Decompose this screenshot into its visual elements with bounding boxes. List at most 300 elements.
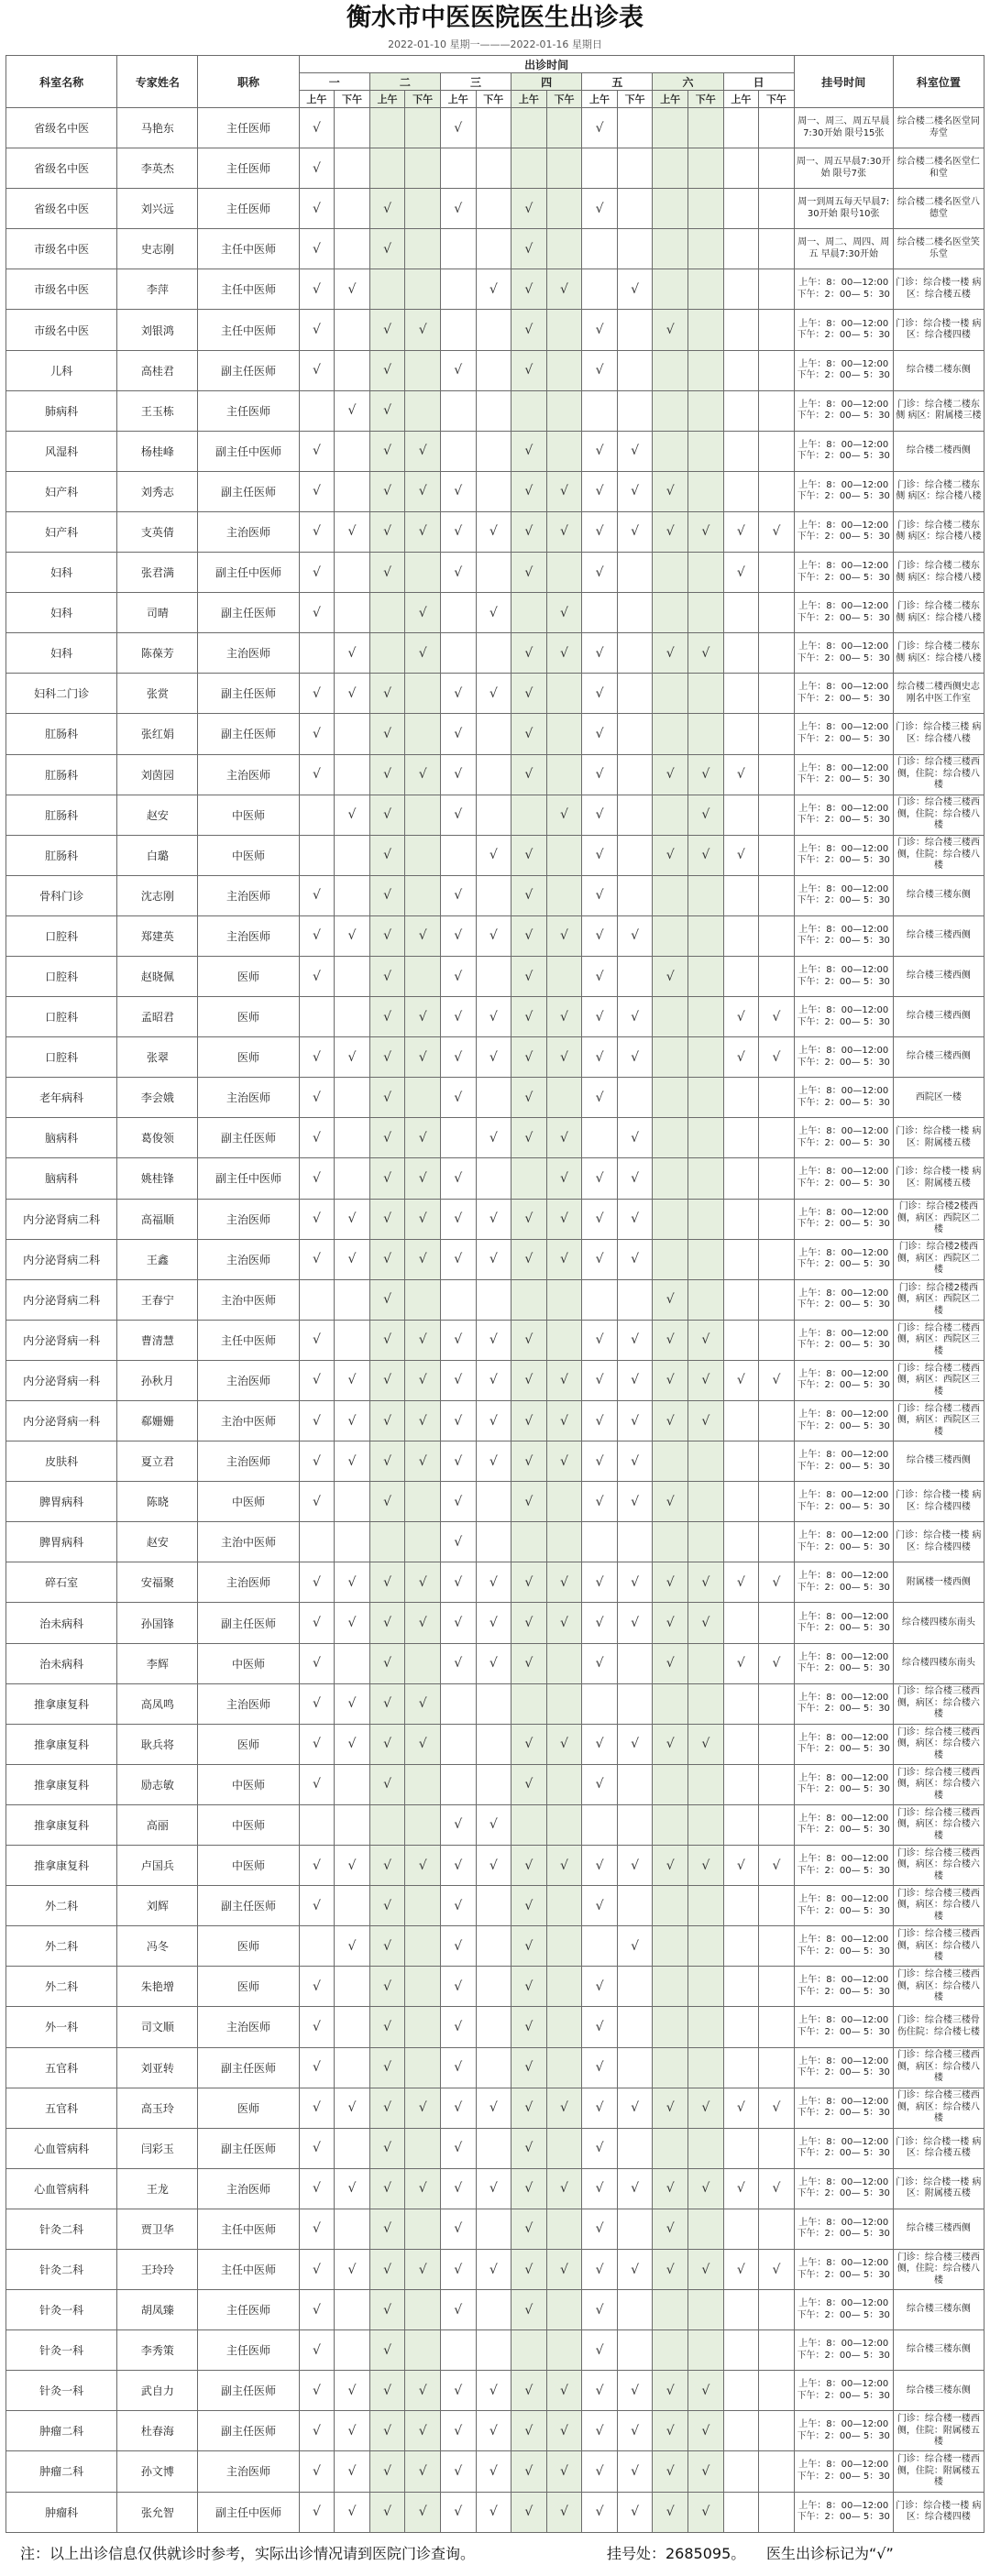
- title-cell: 主任中医师: [198, 2249, 299, 2289]
- slot-cell: √: [369, 1199, 405, 1239]
- reg-time-cell: 上午：8：00—12:00 下午：2：00— 5：30: [794, 1522, 893, 1562]
- title-cell: 主任医师: [198, 108, 299, 148]
- reg-time-cell: 上午：8：00—12:00 下午：2：00— 5：30: [794, 1846, 893, 1886]
- slot-cell: [688, 674, 723, 714]
- title-cell: 医师: [198, 2088, 299, 2128]
- slot-cell: √: [512, 2371, 547, 2411]
- slot-cell: √: [405, 1158, 441, 1199]
- slot-cell: √: [335, 1239, 370, 1279]
- reg-time-cell: 上午：8：00—12:00 下午：2：00— 5：30: [794, 2007, 893, 2047]
- slot-cell: √: [369, 431, 405, 471]
- slot-cell: [688, 1239, 723, 1279]
- table-row: [6, 390, 984, 431]
- slot-cell: [369, 148, 405, 189]
- slot-cell: √: [512, 997, 547, 1037]
- slot-cell: [335, 2007, 370, 2047]
- slot-cell: [723, 1522, 759, 1562]
- dept-cell: 老年病科: [6, 1078, 117, 1118]
- doctor-cell: 陈葆芳: [117, 633, 198, 674]
- slot-cell: [723, 2047, 759, 2088]
- slot-cell: [335, 1078, 370, 1118]
- slot-cell: √: [476, 2168, 512, 2209]
- slot-cell: [335, 1482, 370, 1522]
- slot-cell: [617, 229, 653, 269]
- slot-cell: [440, 148, 476, 189]
- slot-cell: √: [617, 1158, 653, 1199]
- slot-cell: [476, 1764, 512, 1804]
- slot-cell: [335, 875, 370, 915]
- slot-cell: [653, 2330, 688, 2371]
- reg-time-cell: 上午：8：00—12:00 下午：2：00— 5：30: [794, 350, 893, 390]
- dept-cell: 脑病科: [6, 1158, 117, 1199]
- slot-cell: [688, 1118, 723, 1158]
- slot-cell: √: [335, 2411, 370, 2451]
- slot-cell: √: [369, 2209, 405, 2249]
- slot-cell: √: [369, 1239, 405, 1279]
- slot-cell: [617, 1967, 653, 2007]
- location-cell: 门诊：综合楼2楼西侧，病区：西院区二楼: [893, 1279, 984, 1320]
- slot-cell: √: [759, 511, 795, 552]
- table-row: [6, 2330, 984, 2371]
- slot-cell: [335, 108, 370, 148]
- slot-cell: [546, 1643, 582, 1683]
- slot-cell: [688, 1683, 723, 1724]
- slot-cell: √: [335, 915, 370, 956]
- reg-time-cell: 上午：8：00—12:00 下午：2：00— 5：30: [794, 1562, 893, 1603]
- slot-cell: [688, 1926, 723, 1967]
- doctor-cell: 张赏: [117, 674, 198, 714]
- slot-cell: √: [512, 1846, 547, 1886]
- table-row: [6, 1441, 984, 1482]
- slot-cell: √: [405, 511, 441, 552]
- slot-cell: [759, 1320, 795, 1360]
- title-cell: 副主任医师: [198, 1603, 299, 1643]
- table-row: [6, 956, 984, 996]
- reg-time-cell: 上午：8：00—12:00 下午：2：00— 5：30: [794, 1683, 893, 1724]
- slot-cell: √: [440, 2411, 476, 2451]
- slot-cell: [759, 795, 795, 835]
- dept-cell: 市级名中医: [6, 310, 117, 350]
- slot-cell: [546, 148, 582, 189]
- slot-cell: √: [723, 553, 759, 593]
- slot-cell: √: [369, 1401, 405, 1441]
- slot-cell: [546, 189, 582, 229]
- slot-cell: √: [335, 2168, 370, 2209]
- page-title: 衡水市中医医院医生出诊表: [346, 4, 644, 32]
- location-cell: 门诊：综合楼三楼西侧，病区：综合楼六楼: [893, 1764, 984, 1804]
- slot-cell: √: [582, 553, 618, 593]
- location-cell: 门诊：综合楼三楼西侧，住院：综合楼八楼: [893, 795, 984, 835]
- slot-cell: √: [582, 795, 618, 835]
- slot-cell: [723, 1199, 759, 1239]
- slot-cell: [688, 390, 723, 431]
- table-row: [6, 2007, 984, 2047]
- slot-cell: √: [617, 2492, 653, 2532]
- reg-time-cell: 上午：8：00—12:00 下午：2：00— 5：30: [794, 431, 893, 471]
- slot-cell: [723, 431, 759, 471]
- slot-cell: [369, 1522, 405, 1562]
- slot-cell: [405, 1643, 441, 1683]
- slot-cell: √: [440, 1886, 476, 1926]
- slot-cell: [759, 593, 795, 633]
- slot-cell: √: [582, 1886, 618, 1926]
- slot-cell: [476, 714, 512, 754]
- slot-cell: [653, 915, 688, 956]
- slot-cell: [617, 1683, 653, 1724]
- doctor-cell: 马艳东: [117, 108, 198, 148]
- slot-cell: √: [440, 2128, 476, 2168]
- slot-cell: √: [653, 2088, 688, 2128]
- dept-cell: 口腔科: [6, 1037, 117, 1078]
- doctor-cell: 张翠: [117, 1037, 198, 1078]
- slot-cell: √: [512, 835, 547, 875]
- slot-cell: √: [369, 2371, 405, 2411]
- pm-header: 下午: [617, 91, 653, 108]
- slot-cell: [723, 390, 759, 431]
- slot-cell: [759, 1522, 795, 1562]
- slot-cell: √: [369, 795, 405, 835]
- doctor-cell: 王玉栋: [117, 390, 198, 431]
- slot-cell: √: [335, 1926, 370, 1967]
- slot-cell: [369, 633, 405, 674]
- table-row: [6, 2128, 984, 2168]
- slot-cell: [759, 350, 795, 390]
- slot-cell: √: [617, 915, 653, 956]
- slot-cell: [759, 714, 795, 754]
- slot-cell: [688, 915, 723, 956]
- dept-cell: 市级名中医: [6, 229, 117, 269]
- table-row: [6, 1037, 984, 1078]
- slot-cell: [546, 1320, 582, 1360]
- slot-cell: [546, 1926, 582, 1967]
- reg-time-cell: 上午：8：00—12:00 下午：2：00— 5：30: [794, 1967, 893, 2007]
- slot-cell: [653, 875, 688, 915]
- slot-cell: [688, 310, 723, 350]
- slot-cell: [369, 593, 405, 633]
- slot-cell: [299, 997, 335, 1037]
- slot-cell: √: [688, 2492, 723, 2532]
- slot-cell: √: [335, 1037, 370, 1078]
- title-cell: 医师: [198, 1926, 299, 1967]
- table-row: [6, 875, 984, 915]
- location-cell: 门诊：综合楼2楼西侧，病区：西院区二楼: [893, 1239, 984, 1279]
- table-row: [6, 674, 984, 714]
- slot-cell: √: [582, 714, 618, 754]
- dept-cell: 脾胃病科: [6, 1522, 117, 1562]
- slot-cell: √: [476, 2451, 512, 2492]
- title-cell: 主任中医师: [198, 1320, 299, 1360]
- dept-cell: 内分泌肾病一科: [6, 1401, 117, 1441]
- slot-cell: √: [369, 1482, 405, 1522]
- slot-cell: [759, 835, 795, 875]
- slot-cell: [476, 1926, 512, 1967]
- table-row: [6, 269, 984, 310]
- slot-cell: √: [476, 2411, 512, 2451]
- slot-cell: √: [405, 2371, 441, 2411]
- slot-cell: [617, 1804, 653, 1845]
- slot-cell: √: [299, 2492, 335, 2532]
- table-row: [6, 2451, 984, 2492]
- slot-cell: √: [369, 553, 405, 593]
- slot-cell: √: [582, 1724, 618, 1764]
- dept-cell: 针灸一科: [6, 2371, 117, 2411]
- slot-cell: √: [582, 471, 618, 511]
- slot-cell: [653, 1886, 688, 1926]
- slot-cell: [688, 1886, 723, 1926]
- slot-cell: √: [512, 269, 547, 310]
- doctor-cell: 李辉: [117, 1643, 198, 1683]
- slot-cell: √: [476, 997, 512, 1037]
- slot-cell: [335, 2290, 370, 2330]
- slot-cell: √: [440, 511, 476, 552]
- slot-cell: [405, 2290, 441, 2330]
- slot-cell: √: [546, 2088, 582, 2128]
- table-row: [6, 1482, 984, 1522]
- slot-cell: √: [582, 875, 618, 915]
- slot-cell: √: [440, 553, 476, 593]
- slot-cell: [440, 835, 476, 875]
- slot-cell: √: [299, 310, 335, 350]
- slot-cell: √: [405, 754, 441, 795]
- slot-cell: [759, 269, 795, 310]
- slot-cell: √: [299, 1683, 335, 1724]
- slot-cell: [688, 1643, 723, 1683]
- slot-cell: √: [440, 1846, 476, 1886]
- slot-cell: √: [405, 1683, 441, 1724]
- slot-cell: √: [440, 2451, 476, 2492]
- slot-cell: [688, 1804, 723, 1845]
- title-cell: 副主任医师: [198, 714, 299, 754]
- slot-cell: [299, 390, 335, 431]
- dept-cell: 心血管病科: [6, 2168, 117, 2209]
- slot-cell: [512, 1279, 547, 1320]
- slot-cell: √: [299, 956, 335, 996]
- slot-cell: √: [299, 2249, 335, 2289]
- slot-cell: √: [617, 1603, 653, 1643]
- slot-cell: [476, 633, 512, 674]
- slot-cell: [440, 1724, 476, 1764]
- slot-cell: √: [546, 1199, 582, 1239]
- slot-cell: √: [546, 1239, 582, 1279]
- table-row: [6, 1279, 984, 1320]
- doctor-cell: 李会娥: [117, 1078, 198, 1118]
- slot-cell: √: [440, 714, 476, 754]
- slot-cell: [405, 1078, 441, 1118]
- slot-cell: √: [476, 1239, 512, 1279]
- title-cell: 中医师: [198, 1846, 299, 1886]
- table-row: [6, 2249, 984, 2289]
- slot-cell: [476, 390, 512, 431]
- slot-cell: √: [617, 1846, 653, 1886]
- slot-cell: [512, 1683, 547, 1724]
- reg-time-cell: 上午：8：00—12:00 下午：2：00— 5：30: [794, 2330, 893, 2371]
- slot-cell: [688, 2209, 723, 2249]
- slot-cell: √: [582, 108, 618, 148]
- location-cell: 门诊：综合楼一楼 病区：附属楼五楼: [893, 2168, 984, 2209]
- slot-cell: [335, 431, 370, 471]
- location-cell: 门诊：综合楼二楼东侧 病区：综合楼八楼: [893, 471, 984, 511]
- location-cell: 门诊：综合楼三楼西侧，住院：综合楼八楼: [893, 2249, 984, 2289]
- slot-cell: [617, 754, 653, 795]
- slot-cell: [688, 229, 723, 269]
- slot-cell: [723, 2492, 759, 2532]
- am-header: 上午: [723, 91, 759, 108]
- day-header: 五: [582, 73, 653, 91]
- doctor-cell: 刘秀志: [117, 471, 198, 511]
- slot-cell: [476, 795, 512, 835]
- slot-cell: √: [759, 1846, 795, 1886]
- location-cell: 综合楼三楼西侧: [893, 956, 984, 996]
- slot-cell: [335, 189, 370, 229]
- doctor-cell: 李萍: [117, 269, 198, 310]
- slot-cell: √: [582, 835, 618, 875]
- slot-cell: √: [582, 2128, 618, 2168]
- slot-cell: √: [653, 2209, 688, 2249]
- slot-cell: √: [512, 2209, 547, 2249]
- slot-cell: √: [299, 2088, 335, 2128]
- slot-cell: [759, 1804, 795, 1845]
- slot-cell: [617, 956, 653, 996]
- slot-cell: [688, 1279, 723, 1320]
- location-cell: 门诊：综合楼二楼西侧，病区：西院区三楼: [893, 1401, 984, 1441]
- dept-cell: 内分泌肾病二科: [6, 1199, 117, 1239]
- slot-cell: √: [299, 1764, 335, 1804]
- slot-cell: [405, 108, 441, 148]
- slot-cell: √: [440, 915, 476, 956]
- doctor-cell: 孙国锋: [117, 1603, 198, 1643]
- footer-phone: 挂号处：2685095。: [607, 2545, 746, 2562]
- title-cell: 主治医师: [198, 1239, 299, 1279]
- title-cell: 主治医师: [198, 2007, 299, 2047]
- slot-cell: [476, 2330, 512, 2371]
- slot-cell: √: [299, 1158, 335, 1199]
- slot-cell: [476, 1522, 512, 1562]
- slot-cell: [335, 835, 370, 875]
- slot-cell: √: [369, 229, 405, 269]
- doctor-cell: 王春宁: [117, 1279, 198, 1320]
- slot-cell: [653, 1967, 688, 2007]
- pm-header: 下午: [476, 91, 512, 108]
- slot-cell: √: [369, 1764, 405, 1804]
- slot-cell: √: [688, 1724, 723, 1764]
- slot-cell: √: [299, 1320, 335, 1360]
- slot-cell: [653, 189, 688, 229]
- slot-cell: [688, 2330, 723, 2371]
- dept-cell: 肛肠科: [6, 754, 117, 795]
- slot-cell: √: [405, 2249, 441, 2289]
- slot-cell: [546, 2007, 582, 2047]
- slot-cell: [617, 1764, 653, 1804]
- slot-cell: √: [582, 2168, 618, 2209]
- slot-cell: [688, 2128, 723, 2168]
- location-cell: 门诊：综合楼三楼西侧，病区：综合楼六楼: [893, 1724, 984, 1764]
- slot-cell: [723, 229, 759, 269]
- slot-cell: [512, 1158, 547, 1199]
- slot-cell: [617, 189, 653, 229]
- slot-cell: √: [440, 997, 476, 1037]
- doctor-cell: 支英倩: [117, 511, 198, 552]
- slot-cell: [688, 471, 723, 511]
- slot-cell: [723, 633, 759, 674]
- dept-cell: 推拿康复科: [6, 1724, 117, 1764]
- doctor-cell: 王鑫: [117, 1239, 198, 1279]
- slot-cell: √: [299, 350, 335, 390]
- reg-time-cell: 上午：8：00—12:00 下午：2：00— 5：30: [794, 1360, 893, 1400]
- header-dept: 科室名称: [6, 56, 117, 108]
- reg-time-cell: 上午：8：00—12:00 下午：2：00— 5：30: [794, 997, 893, 1037]
- slot-cell: √: [405, 1401, 441, 1441]
- slot-cell: [582, 229, 618, 269]
- slot-cell: [688, 2290, 723, 2330]
- slot-cell: [723, 1441, 759, 1482]
- reg-time-cell: 周一、周二、周四、周五 早晨7:30开始: [794, 229, 893, 269]
- slot-cell: √: [405, 1199, 441, 1239]
- slot-cell: √: [369, 1603, 405, 1643]
- slot-cell: √: [440, 2249, 476, 2289]
- slot-cell: √: [688, 1846, 723, 1886]
- slot-cell: √: [546, 593, 582, 633]
- slot-cell: √: [617, 1724, 653, 1764]
- slot-cell: [405, 1804, 441, 1845]
- slot-cell: √: [440, 1158, 476, 1199]
- slot-cell: √: [512, 1441, 547, 1482]
- slot-cell: √: [688, 2411, 723, 2451]
- slot-cell: √: [759, 2088, 795, 2128]
- table-row: [6, 1967, 984, 2007]
- slot-cell: [617, 795, 653, 835]
- table-row: [6, 1764, 984, 1804]
- slot-cell: [653, 350, 688, 390]
- slot-cell: [299, 795, 335, 835]
- slot-cell: [723, 1482, 759, 1522]
- slot-cell: √: [546, 1562, 582, 1603]
- slot-cell: √: [440, 1522, 476, 1562]
- slot-cell: [335, 148, 370, 189]
- location-cell: 综合楼二楼名医堂同寿堂: [893, 108, 984, 148]
- doctor-cell: 高丽: [117, 1804, 198, 1845]
- slot-cell: √: [369, 350, 405, 390]
- slot-cell: √: [476, 269, 512, 310]
- slot-cell: √: [440, 1804, 476, 1845]
- reg-time-cell: 上午：8：00—12:00 下午：2：00— 5：30: [794, 2411, 893, 2451]
- slot-cell: [723, 1279, 759, 1320]
- location-cell: 门诊：综合楼三楼西侧，病区：综合楼八楼: [893, 1926, 984, 1967]
- title-cell: 医师: [198, 997, 299, 1037]
- dept-cell: 妇科: [6, 553, 117, 593]
- reg-time-cell: 上午：8：00—12:00 下午：2：00— 5：30: [794, 1158, 893, 1199]
- slot-cell: √: [582, 1199, 618, 1239]
- title-cell: 主治医师: [198, 2168, 299, 2209]
- table-row: [6, 1199, 984, 1239]
- slot-cell: [759, 2047, 795, 2088]
- slot-cell: √: [512, 754, 547, 795]
- slot-cell: [688, 2047, 723, 2088]
- slot-cell: [512, 1522, 547, 1562]
- slot-cell: √: [369, 1926, 405, 1967]
- slot-cell: [476, 1158, 512, 1199]
- slot-cell: [723, 1804, 759, 1845]
- slot-cell: √: [582, 674, 618, 714]
- slot-cell: √: [335, 511, 370, 552]
- header-clinic-time: 出诊时间: [299, 56, 794, 73]
- slot-cell: √: [512, 2128, 547, 2168]
- slot-cell: [617, 1886, 653, 1926]
- location-cell: 门诊：综合楼二楼东侧 病区：综合楼八楼: [893, 593, 984, 633]
- slot-cell: [688, 593, 723, 633]
- slot-cell: [405, 2007, 441, 2047]
- table-row: [6, 1643, 984, 1683]
- location-cell: 门诊：综合楼三楼西侧，病区：综合楼八楼: [893, 2047, 984, 2088]
